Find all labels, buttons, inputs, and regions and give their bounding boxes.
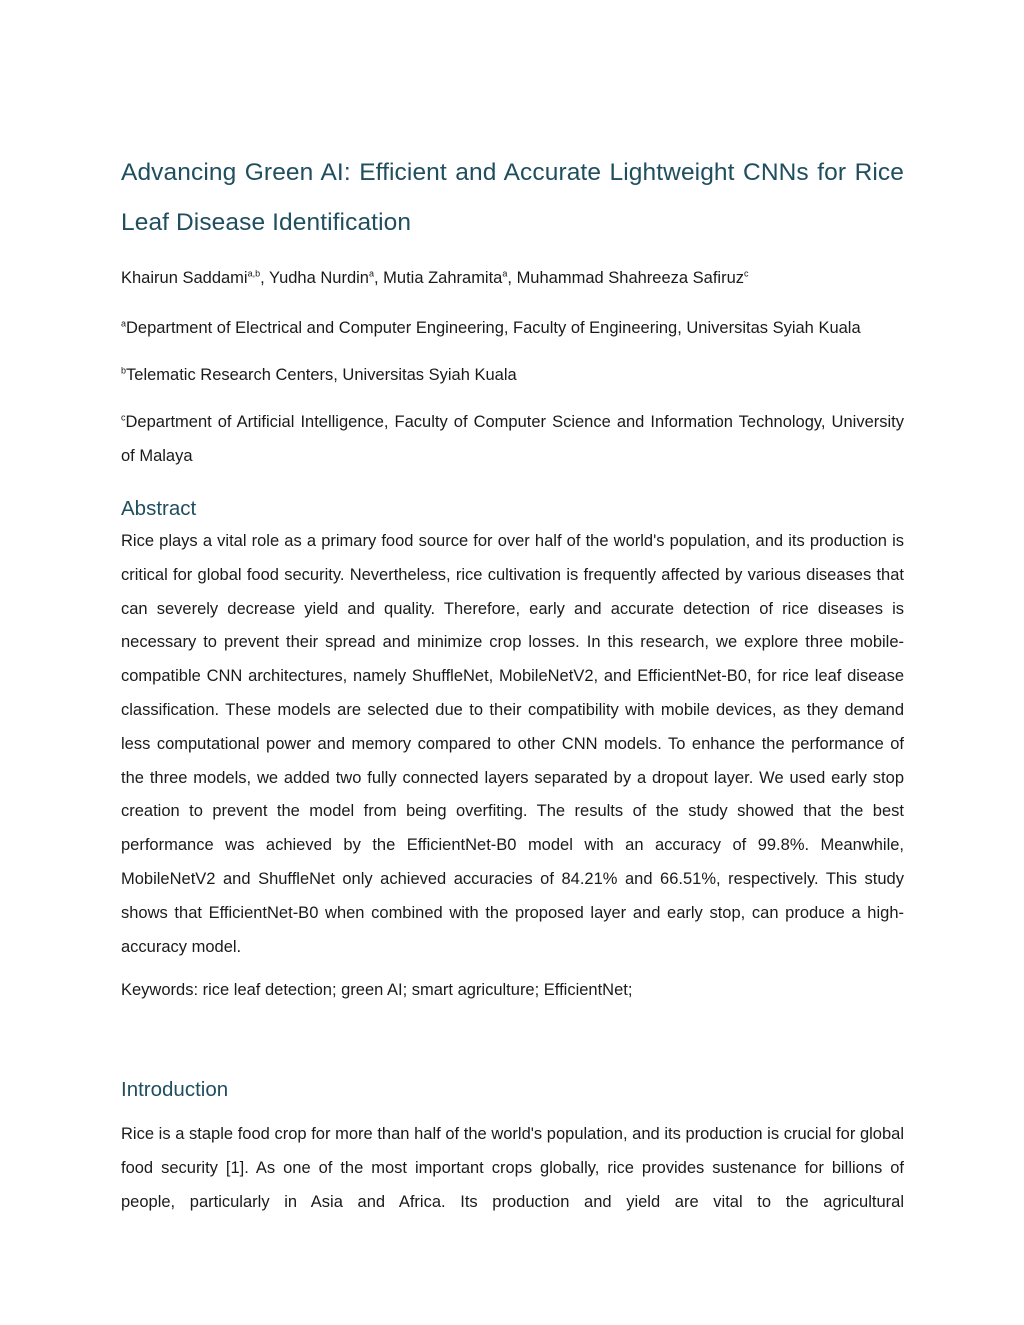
author-name: Mutia Zahramita	[383, 269, 503, 287]
affiliation-c	[121, 405, 904, 473]
introduction-heading: Introduction	[121, 1078, 229, 1102]
author-name: Muhammad Shahreeza Safiruz	[516, 269, 745, 287]
paper-title: Advancing Green AI: Efficient and Accurate Lightweight CNNs for Rice Leaf Disease Identification	[121, 159, 904, 236]
introduction-body: Rice is a staple food crop for more than half of the world's population, and its production is crucial for global food security [1]. As one of the most important crops globally, rice provides sustenance for billions of people, particularly in Asia and Africa. Its production and yield are vital to the agricultural	[121, 1125, 904, 1211]
author-affiliation-mark: a,b	[247, 268, 261, 279]
author-name: Khairun Saddami	[121, 269, 248, 287]
affiliation-a	[121, 311, 904, 345]
affiliation-b	[121, 358, 904, 392]
affiliation-mark: b	[121, 365, 127, 376]
affiliation-text: Telematic Research Centers, Universitas Syiah Kuala	[126, 366, 517, 384]
keywords: Keywords: rice leaf detection; green AI; smart agriculture; EfficientNet;	[121, 981, 633, 1000]
affiliation-mark: a	[121, 318, 127, 329]
author-name: Yudha Nurdin	[268, 269, 369, 287]
affiliation-text: Department of Artificial Intelligence, Faculty of Computer Science and Information Technology, University of Malaya	[121, 413, 904, 465]
author-separator: ,	[507, 269, 517, 287]
author-separator: ,	[373, 269, 384, 287]
author-affiliation-mark: a	[502, 268, 508, 279]
author-list	[121, 264, 904, 292]
abstract-heading: Abstract	[121, 497, 197, 520]
author-separator: ,	[260, 269, 269, 287]
affiliation-mark: c	[121, 412, 126, 423]
author-affiliation-mark: a	[368, 268, 374, 279]
paper-page	[121, 148, 904, 1220]
abstract-body: Rice plays a vital role as a primary food source for over half of the world's population, and its production is critical for global food security. Nevertheless, rice cultivation is frequently affected by various diseases that can severely decrease yield and quality. Therefore, early and accurate detection of rice diseases is necessary to prevent their spread and minimize crop losses. In this research, we explore three mobile-compatible CNN architectures, namely ShuffleNet, MobileNetV2, and EfficientNet-B0, for rice leaf disease classification. These models are selected due to their compatibility with mobile devices, as they demand less computational power and memory compared to other CNN models. To enhance the performance of the three models, we added two fully connected layers separated by a dropout layer. We used early stop creation to prevent the model from being overfiting. The results of the study showed that the best performance was achieved by the EfficientNet-B0 model with an accuracy of 99.8%. Meanwhile, MobileNetV2 and ShuffleNet only achieved accuracies of 84.21% and 66.51%, respectively. This study shows that EfficientNet-B0 when combined with the proposed layer and early stop, can produce a high-accuracy model.	[121, 532, 904, 956]
author-affiliation-mark: c	[744, 268, 749, 279]
affiliation-text: Department of Electrical and Computer Engineering, Faculty of Engineering, Universitas Syiah Kuala	[126, 319, 861, 337]
